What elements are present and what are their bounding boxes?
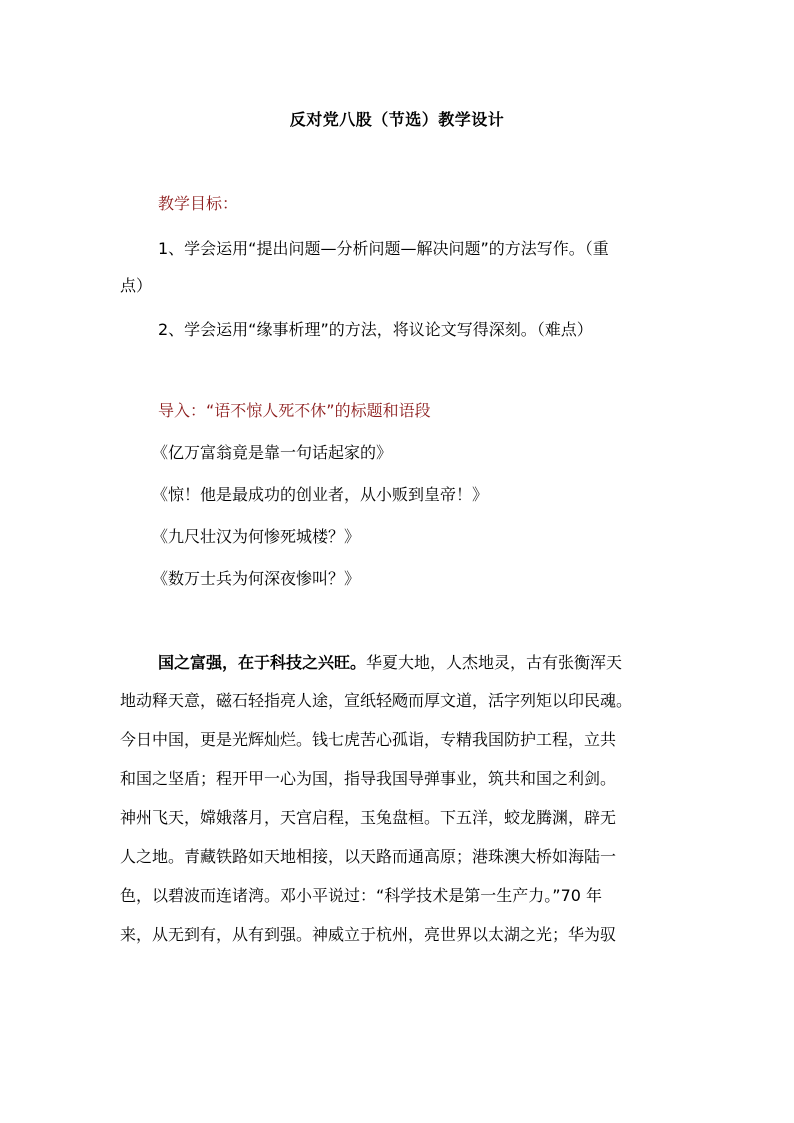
paragraph-row-1 (158, 650, 622, 673)
intro-heading: 导入：“语不惊人死不休”的标题和语段 (158, 401, 431, 420)
paragraph-row-1-text: 华夏大地，人杰地灵，古有张衡浑天 (366, 653, 623, 672)
intro-title-1: 《亿万富翁竟是靠一句话起家的》 (152, 443, 393, 462)
intro-title-2: 《惊！他是最成功的创业者，从小贩到皇帝！》 (152, 485, 489, 504)
paragraph-bold-lead: 国之富强，在于科技之兴旺。 (158, 653, 367, 672)
document-title: 反对党八股（节选）教学设计 (289, 110, 505, 129)
paragraph-row-5: 神州飞天，嫦娥落月，天宫启程，玉兔盘桓。下五洋，蛟龙腾渊，辟无 (120, 808, 617, 827)
intro-title-4: 《数万士兵为何深夜惨叫？》 (152, 569, 361, 588)
goals-heading: 教学目标： (158, 194, 239, 213)
goal-item-2: 2、学会运用“缘事析理”的方法，将议论文写得深刻。（难点） (158, 320, 593, 339)
goal-item-1: 1、学会运用“提出问题—分析问题—解决问题”的方法写作。（重 (158, 239, 609, 258)
paragraph-row-8: 来，从无到有，从有到强。神威立于杭州，亮世界以太湖之光；华为驭 (120, 925, 617, 944)
body-paragraph (120, 650, 680, 970)
goal-item-1-continued: 点） (120, 276, 153, 295)
paragraph-row-7: 色，以碧波而连诸湾。邓小平说过：“科学技术是第一生产力。”70 年 (120, 886, 603, 905)
paragraph-row-6: 人之地。青藏铁路如天地相接，以天路而通高原；港珠澳大桥如海陆一 (120, 847, 617, 866)
paragraph-row-4: 和国之坚盾；程开甲一心为国，指导我国导弹事业，筑共和国之利剑。 (120, 769, 617, 788)
paragraph-row-3: 今日中国，更是光辉灿烂。钱七虎苦心孤诣，专精我国防护工程，立共 (120, 730, 617, 749)
paragraph-row-2: 地动释天意，磁石轻指亮人途，宣纸轻飏而厚文道，活字列矩以印民魂。 (120, 691, 633, 710)
intro-title-3: 《九尺壮汉为何惨死城楼？》 (152, 527, 361, 546)
